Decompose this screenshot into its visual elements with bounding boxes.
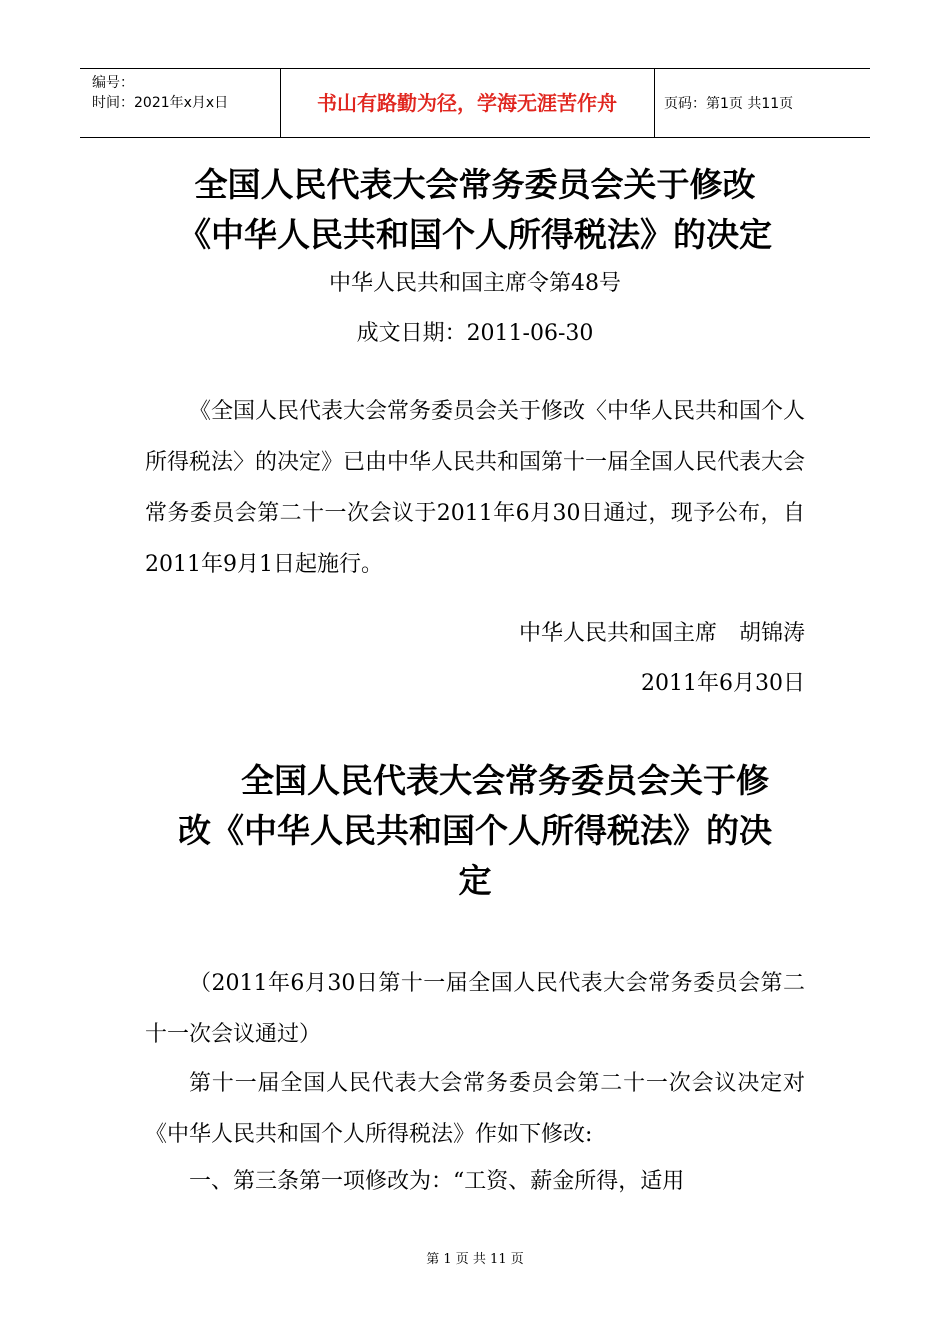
main-title-line2: 《中华人民共和国个人所得税法》的决定 [178, 215, 772, 254]
paragraph-article: 一、第三条第一项修改为：“工资、薪金所得，适用 [189, 1169, 685, 1194]
signature-date: 2011年6月30日 [641, 671, 805, 696]
header-page-label: 页码：第1页 共11页 [664, 96, 794, 112]
paragraph-intro: 第十一届全国人民代表大会常务委员会第二十一次会议决定对《中华人民共和国个人所得税法》作如下修改: [145, 1071, 805, 1147]
header-motto: 书山有路勤为径，学海无涯苦作舟 [317, 91, 617, 115]
main-title-line1: 全国人民代表大会常务委员会关于修改 [194, 165, 756, 204]
date-line: 成文日期：2011-06-30 [356, 321, 594, 346]
decision-title-line1: 全国人民代表大会常务委员会关于修 [241, 761, 769, 800]
page-footer: 第 1 页 共 11 页 [426, 1252, 524, 1267]
adopted-note: （2011年6月30日第十一届全国人民代表大会常务委员会第二十一次会议通过） [145, 971, 805, 1047]
header-meta [92, 73, 228, 113]
time-label: 时间：2021年x月x日 [92, 95, 229, 111]
main-title [0, 160, 950, 260]
signer: 中华人民共和国主席 胡锦涛 [518, 621, 805, 646]
document-header [80, 68, 870, 138]
decision-title [145, 756, 805, 906]
intro-paragraph: 《全国人民代表大会常务委员会关于修改〈中华人民共和国个人所得税法〉的决定》已由中华人民共和国第十一届全国人民代表大会常务委员会第二十一次会议于2011年6月30日通过，现予公布，自2011年9月1日起施行。 [145, 399, 806, 577]
number-label: 编号： [92, 75, 134, 91]
header-divider [654, 69, 655, 137]
decision-title-line2: 改《中华人民共和国个人所得税法》的决 [178, 811, 772, 850]
decision-title-line3: 定 [458, 861, 492, 900]
decree-number: 中华人民共和国主席令第48号 [329, 271, 621, 296]
